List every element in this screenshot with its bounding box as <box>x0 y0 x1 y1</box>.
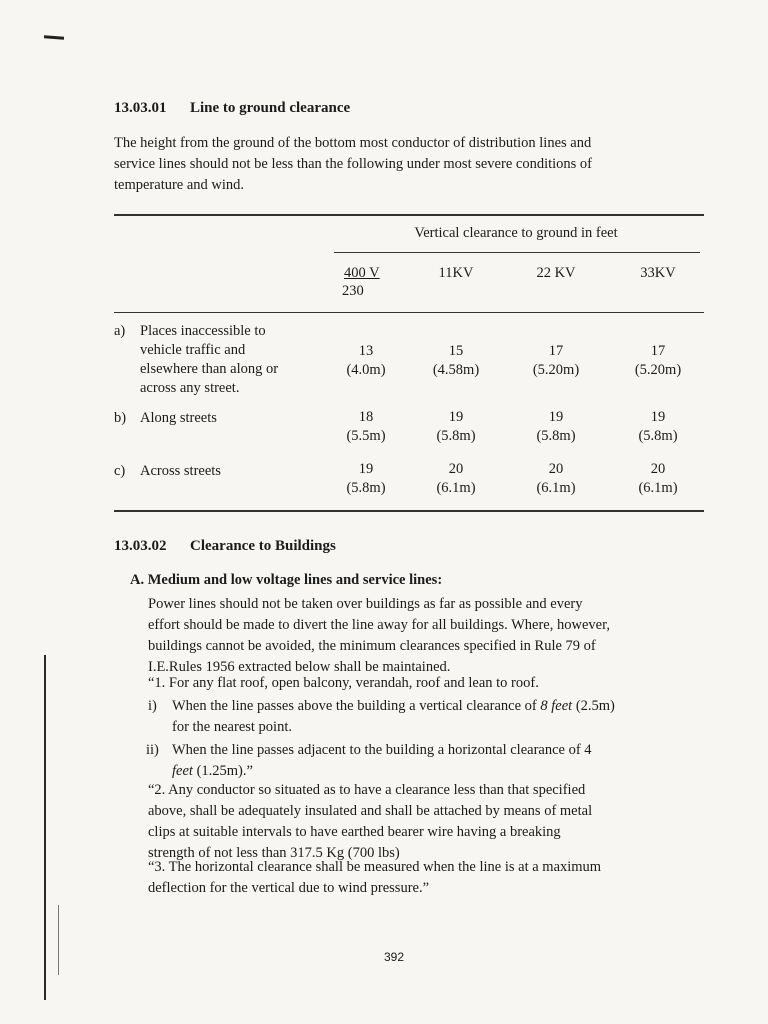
table-cell <box>326 342 406 380</box>
cell-value: 20 <box>448 461 464 477</box>
table-top-rule <box>114 214 704 216</box>
item-line <box>172 761 712 782</box>
place-line: Places inaccessible to <box>140 323 266 339</box>
table-bottom-rule <box>114 510 704 512</box>
scan-margin-line-2 <box>58 905 59 975</box>
cell-metric: (6.1m) <box>536 480 576 496</box>
item-line <box>172 696 712 717</box>
rule-2 <box>148 780 718 864</box>
item-line: When the line passes adjacent to the building a horizontal clearance of 4 <box>172 742 592 758</box>
column-header: 22 KV <box>536 265 576 281</box>
item-text: (2.5m) <box>572 698 615 714</box>
cell-metric: (5.20m) <box>532 362 580 378</box>
rule-line: “3. The horizontal clearance shall be measured when the line is at a maximum <box>148 859 602 875</box>
body-line: Power lines should not be taken over buildings as far as possible and every <box>148 596 583 612</box>
section-number: 13.03.02 <box>114 538 167 554</box>
body-line: I.E.Rules 1956 extracted below shall be maintained. <box>148 659 451 675</box>
group-header-rule <box>334 252 700 253</box>
scan-margin-line <box>44 655 46 1000</box>
cell-value: 20 <box>548 461 564 477</box>
rule-line: clips at suitable intervals to have earthed bearer wire having a breaking <box>148 824 561 840</box>
table-cell <box>618 342 698 380</box>
cell-metric: (4.0m) <box>346 362 386 378</box>
column-header-rule <box>114 312 704 313</box>
intro-line: service lines should not be less than the following under most severe conditions of <box>114 156 593 172</box>
rule-line: strength of not less than 317.5 Kg (700 lbs) <box>148 845 400 861</box>
cell-value: 17 <box>548 343 564 359</box>
cell-metric: (6.1m) <box>436 480 476 496</box>
place-line: across any street. <box>140 380 240 396</box>
item-line: for the nearest point. <box>172 719 292 735</box>
section-title: Clearance to Buildings <box>190 538 336 554</box>
item-text: When the line passes above the building a vertical clearance of <box>172 698 541 714</box>
table-cell <box>416 408 496 446</box>
item-ii <box>172 740 712 782</box>
cell-metric: (5.8m) <box>638 428 678 444</box>
row-place: Across streets <box>140 463 221 479</box>
cell-metric: (5.5m) <box>346 428 386 444</box>
scan-mark <box>44 35 64 39</box>
row-label: a) <box>114 323 126 339</box>
section-number: 13.03.01 <box>114 100 167 116</box>
cell-metric: (4.58m) <box>432 362 480 378</box>
column-header: 33KV <box>640 265 676 281</box>
cell-metric: (6.1m) <box>638 480 678 496</box>
table-cell <box>416 460 496 498</box>
item-emphasis: feet <box>172 763 193 779</box>
section-heading-1 <box>114 100 350 117</box>
cell-metric: (5.20m) <box>634 362 682 378</box>
page-number: 392 <box>384 950 405 964</box>
cell-metric: (5.8m) <box>436 428 476 444</box>
section-title: Line to ground clearance <box>190 100 351 116</box>
table-cell <box>326 408 406 446</box>
column-header-top: 400 V <box>344 265 380 281</box>
item-emphasis: 8 feet <box>540 698 573 714</box>
column-header: 11KV <box>438 265 474 281</box>
cell-value: 19 <box>448 409 464 425</box>
rule-line: “2. Any conductor so situated as to have a clearance less than that specified <box>148 782 586 798</box>
body-line: buildings cannot be avoided, the minimum clearances specified in Rule 79 of <box>148 638 596 654</box>
cell-value: 19 <box>358 461 374 477</box>
item-marker: i) <box>148 698 157 714</box>
intro-line: temperature and wind. <box>114 177 245 193</box>
rule-line: above, shall be adequately insulated and shall be attached by means of metal <box>148 803 593 819</box>
column-header-bottom: 230 <box>342 283 364 299</box>
cell-value: 15 <box>448 343 464 359</box>
intro-line: The height from the ground of the bottom most conductor of distribution lines and <box>114 135 592 151</box>
row-label: c) <box>114 463 126 479</box>
cell-value: 13 <box>358 343 374 359</box>
cell-value: 17 <box>650 343 666 359</box>
cell-value: 19 <box>548 409 564 425</box>
table-cell <box>416 342 496 380</box>
table-group-header: Vertical clearance to ground in feet <box>414 225 618 241</box>
section-heading-2 <box>114 538 336 555</box>
place-line: elsewhere than along or <box>140 361 279 377</box>
body-paragraph <box>148 594 718 678</box>
cell-value: 18 <box>358 409 374 425</box>
row-place <box>140 322 320 398</box>
place-line: vehicle traffic and <box>140 342 246 358</box>
table-cell <box>516 408 596 446</box>
item-i <box>172 696 712 738</box>
rule-1: “1. For any flat roof, open balcony, verandah, roof and lean to roof. <box>148 675 539 691</box>
cell-value: 20 <box>650 461 666 477</box>
rule-line: deflection for the vertical due to wind pressure.” <box>148 880 430 896</box>
body-line: effort should be made to divert the line away for all buildings. Where, however, <box>148 617 610 633</box>
subheading: A. Medium and low voltage lines and service lines: <box>130 572 443 588</box>
intro-paragraph <box>114 133 714 196</box>
cell-value: 19 <box>650 409 666 425</box>
table-cell <box>618 460 698 498</box>
cell-metric: (5.8m) <box>346 480 386 496</box>
column-header <box>326 264 406 283</box>
table-cell <box>516 460 596 498</box>
row-label: b) <box>114 410 127 426</box>
item-marker: ii) <box>146 742 159 758</box>
table-cell <box>618 408 698 446</box>
item-text: (1.25m).” <box>192 763 253 779</box>
rule-3 <box>148 857 718 899</box>
cell-metric: (5.8m) <box>536 428 576 444</box>
table-cell <box>516 342 596 380</box>
row-place: Along streets <box>140 410 217 426</box>
table-cell <box>326 460 406 498</box>
